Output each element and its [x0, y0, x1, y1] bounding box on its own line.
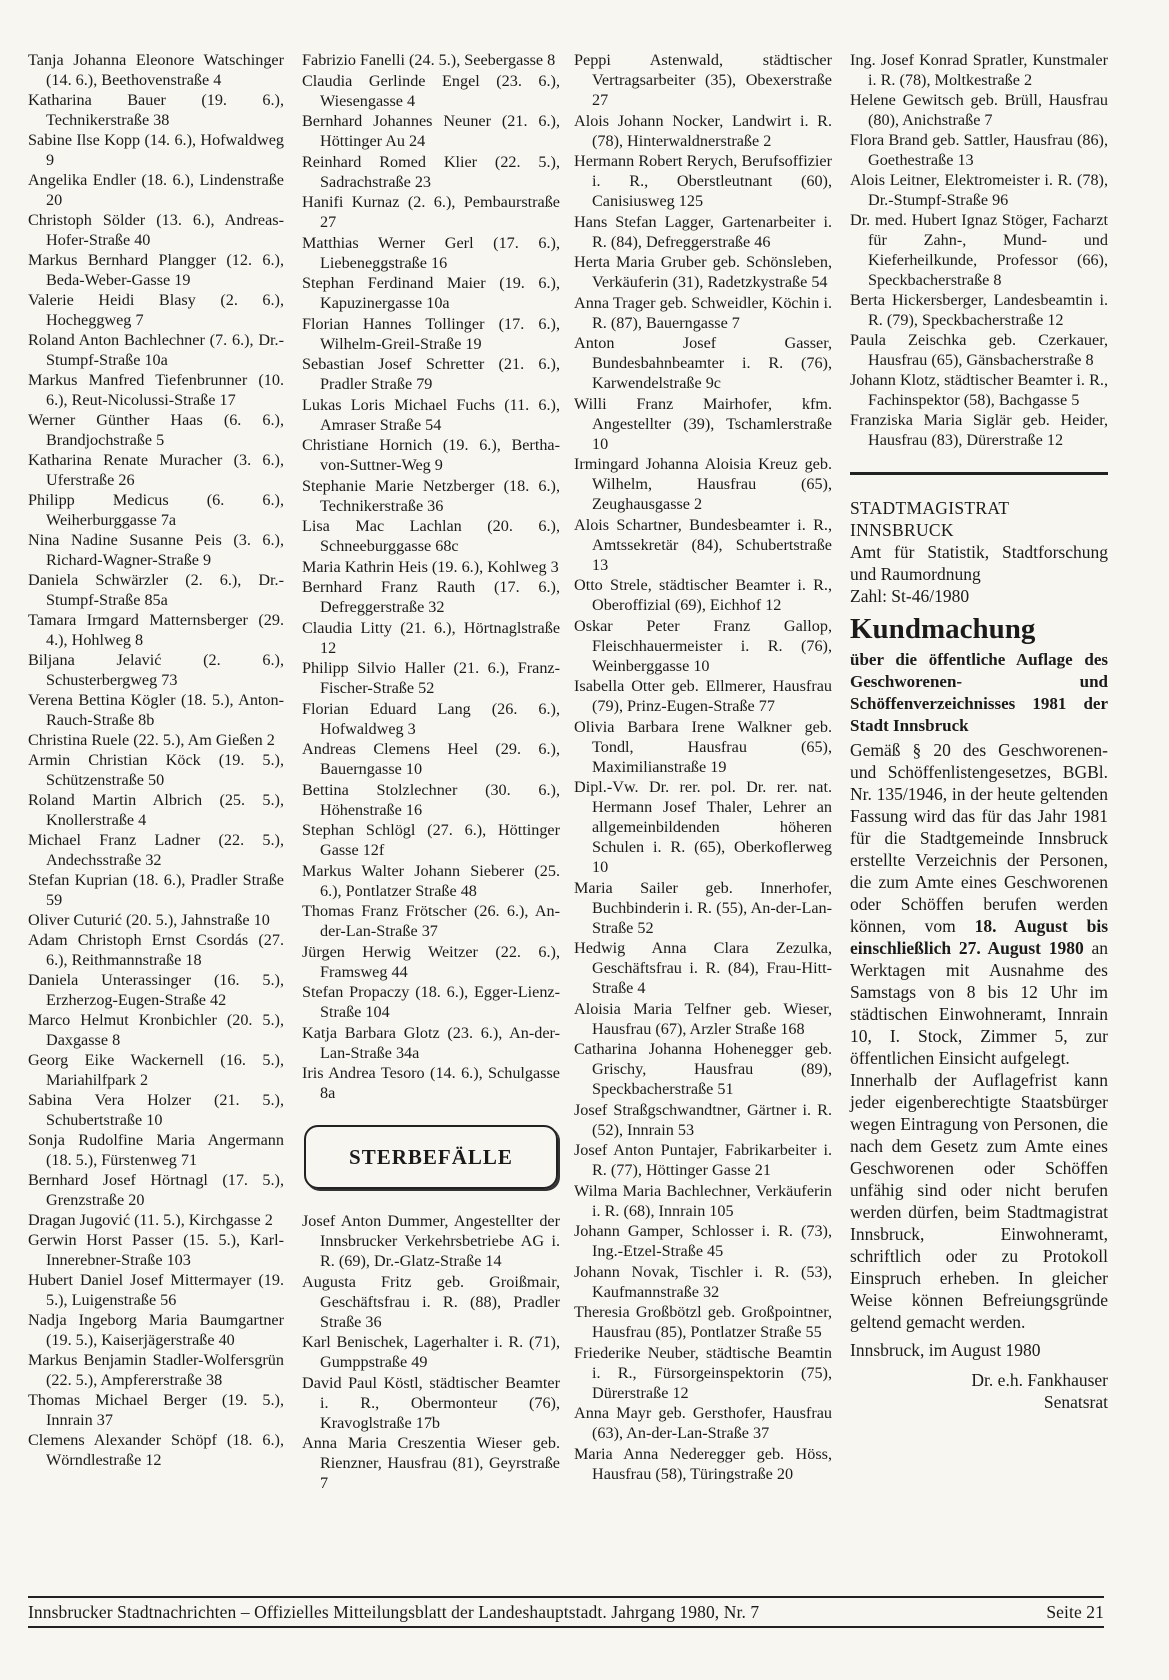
birth-entry: Werner Günther Haas (6. 6.), Brandjochstraße 5	[28, 411, 284, 449]
birth-entry: Lisa Mac Lachlan (20. 6.), Schneeburggasse 68c	[302, 517, 560, 555]
death-entry: Friederike Neuber, städtische Beamtin i. R., Fürsorgeinspektorin (75), Dürerstraße 12	[574, 1343, 832, 1402]
birth-entry: Katharina Bauer (19. 6.), Technikerstraße 38	[28, 91, 284, 129]
birth-entry: Tamara Irmgard Matternsberger (29. 4.), Hohlweg 8	[28, 611, 284, 649]
birth-entry: Christiane Hornich (19. 6.), Bertha-von-Suttner-Weg 9	[302, 436, 560, 474]
birth-entry: Michael Franz Ladner (22. 5.), Andechsstraße 32	[28, 831, 284, 869]
birth-entry: Markus Manfred Tiefenbrunner (10. 6.), Reut-Nicolussi-Straße 17	[28, 371, 284, 409]
death-entry: Berta Hickersberger, Landesbeamtin i. R. (79), Speckbacherstraße 12	[850, 291, 1108, 329]
death-entry: Catharina Johanna Hohenegger geb. Grischy, Hausfrau (89), Speckbacherstraße 51	[574, 1040, 832, 1098]
birth-entry: Tanja Johanna Eleonore Watschinger (14. 6.), Beethovenstraße 4	[28, 51, 284, 89]
birth-entry: Reinhard Romed Klier (22. 5.), Sadrachstraße 23	[302, 152, 560, 191]
birth-entry: Stephan Schlögl (27. 6.), Höttinger Gasse 12f	[302, 821, 560, 859]
department-line-2: INNSBRUCK	[850, 520, 954, 540]
death-entry: Helene Gewitsch geb. Brüll, Hausfrau (80), Anichstraße 7	[850, 91, 1108, 129]
birth-entry: Daniela Unterassinger (16. 5.), Erzherzog-Eugen-Straße 42	[28, 971, 284, 1009]
birth-entry: Bettina Stolzlechner (30. 6.), Höhenstraße 16	[302, 780, 560, 819]
birth-entry: Gerwin Horst Passer (15. 5.), Karl-Innerebner-Straße 103	[28, 1231, 284, 1269]
kundmachung-notice	[850, 497, 1108, 1413]
column-2	[302, 50, 560, 1494]
birth-entry: Philipp Medicus (6. 6.), Weiherburggasse 7a	[28, 491, 284, 529]
birth-entry: Lukas Loris Michael Fuchs (11. 6.), Amraser Straße 54	[302, 395, 560, 434]
death-entry: Maria Sailer geb. Innerhofer, Buchbinderin i. R. (55), An-der-Lan-Straße 52	[574, 878, 832, 937]
notice-date: Innsbruck, im August 1980	[850, 1340, 1041, 1360]
death-entry: Paula Zeischka geb. Czerkauer, Hausfrau (65), Gänsbacherstraße 8	[850, 331, 1108, 369]
birth-entry: Roland Anton Bachlechner (7. 6.), Dr.-Stumpf-Straße 10a	[28, 331, 284, 369]
page-number: Seite 21	[1046, 1601, 1104, 1622]
birth-entry: Bernhard Johannes Neuner (21. 6.), Höttinger Au 24	[302, 112, 560, 150]
death-entry: Oskar Peter Franz Gallop, Fleischhauermeister i. R. (76), Weinberggasse 10	[574, 616, 832, 675]
birth-entry: Bernhard Josef Hörtnagl (17. 5.), Grenzstraße 20	[28, 1171, 284, 1209]
death-entry: Hedwig Anna Clara Zezulka, Geschäftsfrau i. R. (84), Frau-Hitt-Straße 4	[574, 939, 832, 997]
notice-title: Kundmachung	[850, 613, 1036, 645]
birth-entry: Roland Martin Albrich (25. 5.), Knollerstraße 4	[28, 791, 284, 829]
birth-entry: Sonja Rudolfine Maria Angermann (18. 5.), Fürstenweg 71	[28, 1131, 284, 1169]
birth-entry: Hanifi Kurnaz (2. 6.), Pembaurstraße 27	[302, 193, 560, 231]
birth-entry: Clemens Alexander Schöpf (18. 6.), Wörndlestraße 12	[28, 1431, 284, 1469]
birth-entry: Oliver Cuturić (20. 5.), Jahnstraße 10	[28, 911, 270, 929]
birth-entry: Dragan Jugović (11. 5.), Kirchgasse 2	[28, 1211, 273, 1229]
death-entry: Hans Stefan Lagger, Gartenarbeiter i. R. (84), Defreggerstraße 46	[574, 212, 832, 251]
death-entry: Aloisia Maria Telfner geb. Wieser, Hausfrau (67), Arzler Straße 168	[574, 999, 832, 1038]
death-entry: David Paul Köstl, städtischer Beamter i. R., Obermonteur (76), Kravoglstraße 17b	[302, 1373, 560, 1432]
reference-number: Zahl: St-46/1980	[850, 586, 970, 606]
birth-entry: Nadja Ingeborg Maria Baumgartner (19. 5.), Kaiserjägerstraße 40	[28, 1311, 284, 1349]
death-entry: Hermann Robert Rerych, Berufsoffizier i. R., Oberstleutnant (60), Canisiusweg 125	[574, 152, 832, 210]
birth-entry: Stephan Ferdinand Maier (19. 6.), Kapuzinergasse 10a	[302, 274, 560, 312]
birth-entry: Philipp Silvio Haller (21. 6.), Franz-Fischer-Straße 52	[302, 659, 560, 697]
birth-entry: Christoph Sölder (13. 6.), Andreas-Hofer-Straße 40	[28, 211, 284, 249]
birth-entry: Thomas Michael Berger (19. 5.), Innrain 37	[28, 1391, 284, 1429]
birth-entry: Claudia Gerlinde Engel (23. 6.), Wiesengasse 4	[302, 71, 560, 110]
paragraph-1-text-a: Gemäß § 20 des Geschworenen- und Schöffenlistengesetzes, BGBl. Nr. 135/1946, in der heute geltenden Fassung wird das für das Jahr 1981 für die Stadtgemeinde Innsbruck erstellte Verzeichnis der Personen, die zum Amte eines Geschworenen oder Schöffen berufen werden können, vom	[850, 740, 1108, 936]
death-entry: Johann Novak, Tischler i. R. (53), Kaufmannstraße 32	[574, 1262, 832, 1301]
birth-entry: Nina Nadine Susanne Peis (3. 6.), Richard-Wagner-Straße 9	[28, 531, 284, 569]
birth-entry: Katharina Renate Muracher (3. 6.), Uferstraße 26	[28, 451, 284, 489]
birth-entry: Jürgen Herwig Weitzer (22. 6.), Framsweg 44	[302, 942, 560, 981]
death-entry: Isabella Otter geb. Ellmerer, Hausfrau (79), Prinz-Eugen-Straße 77	[574, 677, 832, 715]
death-entry: Augusta Fritz geb. Groißmair, Geschäftsfrau i. R. (88), Pradler Straße 36	[302, 1272, 560, 1331]
birth-entry: Florian Hannes Tollinger (17. 6.), Wilhelm-Greil-Straße 19	[302, 314, 560, 353]
birth-entry: Markus Benjamin Stadler-Wolfersgrün (22. 5.), Ampfererstraße 38	[28, 1351, 284, 1389]
death-entry: Dipl.-Vw. Dr. rer. pol. Dr. rer. nat. Hermann Josef Thaler, Lehrer an allgemeinbildenden höheren Schulen i. R. (65), Oberkoflerweg 10	[574, 778, 832, 876]
death-entry: Flora Brand geb. Sattler, Hausfrau (86), Goethestraße 13	[850, 131, 1108, 169]
birth-entry: Sebastian Josef Schretter (21. 6.), Pradler Straße 79	[302, 355, 560, 393]
notice-subtitle: über die öffentliche Auflage des Geschworenen- und Schöffenverzeichnisses 1981 der Stadt Innsbruck	[850, 650, 1108, 735]
death-entry: Anna Mayr geb. Gersthofer, Hausfrau (63), An-der-Lan-Straße 37	[574, 1404, 832, 1442]
column-4	[850, 50, 1108, 1413]
signer-name: Dr. e.h. Fankhauser	[971, 1370, 1108, 1390]
birth-entry: Matthias Werner Gerl (17. 6.), Liebeneggstraße 16	[302, 233, 560, 272]
birth-entry: Iris Andrea Tesoro (14. 6.), Schulgasse 8a	[302, 1064, 560, 1102]
birth-entry: Stefan Propaczy (18. 6.), Egger-Lienz-Straße 104	[302, 983, 560, 1021]
deaths-list	[302, 1211, 560, 1493]
birth-entry: Christina Ruele (22. 5.), Am Gießen 2	[28, 731, 275, 749]
death-entry: Alois Leitner, Elektromeister i. R. (78), Dr.-Stumpf-Straße 96	[850, 171, 1108, 209]
birth-entry: Armin Christian Köck (19. 5.), Schützenstraße 50	[28, 751, 284, 789]
notice-paragraph-1	[850, 739, 1108, 1069]
birth-entry: Stefan Kuprian (18. 6.), Pradler Straße 59	[28, 871, 284, 909]
birth-entry: Maria Kathrin Heis (19. 6.), Kohlweg 3	[302, 557, 559, 576]
death-entry: Alois Schartner, Bundesbeamter i. R., Amtssekretär (84), Schubertstraße 13	[574, 515, 832, 574]
section-divider	[850, 472, 1108, 475]
death-entry: Karl Benischek, Lagerhalter i. R. (71), Gumppstraße 49	[302, 1333, 560, 1371]
death-entry: Otto Strele, städtischer Beamter i. R., Oberoffizial (69), Eichhof 12	[574, 576, 832, 614]
birth-entry: Thomas Franz Frötscher (26. 6.), An-der-Lan-Straße 37	[302, 902, 560, 940]
death-entry: Willi Franz Mairhofer, kfm. Angestellter (39), Tschamlerstraße 10	[574, 394, 832, 453]
birth-entry: Sabina Vera Holzer (21. 5.), Schubertstraße 10	[28, 1091, 284, 1129]
birth-entry: Florian Eduard Lang (26. 6.), Hofwaldweg 3	[302, 699, 560, 738]
paragraph-1-dates: 18. August bis einschließlich 27. August 1980	[850, 916, 1109, 958]
birth-entry: Marco Helmut Kronbichler (20. 5.), Daxgasse 8	[28, 1011, 284, 1049]
death-entry: Ing. Josef Konrad Spratler, Kunstmaler i. R. (78), Moltkestraße 2	[850, 51, 1108, 89]
death-entry: Josef Anton Dummer, Angestellter der Innsbrucker Verkehrsbetriebe AG i. R. (69), Dr.-Glatz-Straße 14	[302, 1212, 560, 1270]
birth-entry: Stephanie Marie Netzberger (18. 6.), Technikerstraße 36	[302, 476, 560, 515]
page-footer	[28, 1596, 1104, 1628]
notice-paragraph-2: Innerhalb der Auflagefrist kann jeder eigenberechtigte Staatsbürger wegen Eintragung von Personen, die nach dem Gesetz zum Amte eines Geschworenen oder Schöffen unfähig sind oder nicht berufen werden dürfen, beim Stadtmagistrat Innsbruck, Einwohneramt, schriftlich oder zu Protokoll Einspruch erheben. In gleicher Weise können Befreiungsgründe geltend gemacht werden.	[850, 1070, 1108, 1332]
paragraph-1-text-b: an Werktagen mit Ausnahme des Samstags von 8 bis 12 Uhr im städtischen Einwohneramt, Innrain 10, I. Stock, Zimmer 5, zur öffentlichen Einsicht aufgelegt.	[850, 938, 1108, 1068]
birth-entry: Angelika Endler (18. 6.), Lindenstraße 20	[28, 171, 284, 209]
death-entry: Herta Maria Gruber geb. Schönsleben, Verkäuferin (31), Radetzkystraße 54	[574, 253, 832, 291]
publication-title: Innsbrucker Stadtnachrichten – Offizielles Mitteilungsblatt der Landeshauptstadt. Jahrgang 1980, Nr. 7	[28, 1601, 760, 1622]
death-entry: Josef Anton Puntajer, Fabrikarbeiter i. R. (77), Höttinger Gasse 21	[574, 1141, 832, 1179]
birth-entry: Hubert Daniel Josef Mittermayer (19. 5.), Luigenstraße 56	[28, 1271, 284, 1309]
birth-entry: Valerie Heidi Blasy (2. 6.), Hocheggweg 7	[28, 291, 284, 329]
column-3	[574, 50, 832, 1484]
death-entry: Olivia Barbara Irene Walkner geb. Tondl, Hausfrau (65), Maximilianstraße 19	[574, 717, 832, 776]
office-name: Amt für Statistik, Stadtforschung und Raumordnung	[850, 542, 1108, 584]
birth-entry: Biljana Jelavić (2. 6.), Schusterbergweg 73	[28, 651, 284, 689]
birth-entry: Markus Bernhard Plangger (12. 6.), Beda-Weber-Gasse 19	[28, 251, 284, 289]
deaths-list-continued	[850, 50, 1108, 450]
signer-title: Senatsrat	[1043, 1392, 1108, 1412]
death-entry: Maria Anna Nederegger geb. Höss, Hausfrau (58), Türingstraße 20	[574, 1444, 832, 1483]
birth-entry: Bernhard Franz Rauth (17. 6.), Defreggerstraße 32	[302, 578, 560, 616]
birth-entry: Markus Walter Johann Sieberer (25. 6.), Pontlatzer Straße 48	[302, 861, 560, 900]
death-entry: Anna Maria Creszentia Wieser geb. Rienzner, Hausfrau (81), Geyrstraße 7	[302, 1434, 560, 1492]
birth-entry: Katja Barbara Glotz (23. 6.), An-der-Lan-Straße 34a	[302, 1023, 560, 1062]
birth-entry: Verena Bettina Kögler (18. 5.), Anton-Rauch-Straße 8b	[28, 691, 284, 729]
birth-entry: Georg Eike Wackernell (16. 5.), Mariahilfpark 2	[28, 1051, 284, 1089]
sterbefaelle-heading: STERBEFÄLLE	[304, 1125, 558, 1189]
death-entry: Anton Josef Gasser, Bundesbahnbeamter i. R. (76), Karwendelstraße 9c	[574, 334, 832, 392]
death-entry: Johann Klotz, städtischer Beamter i. R., Fachinspektor (58), Bachgasse 5	[850, 371, 1108, 409]
death-entry: Franziska Maria Siglär geb. Heider, Hausfrau (83), Dürerstraße 12	[850, 411, 1108, 449]
death-entry: Alois Johann Nocker, Landwirt i. R. (78), Hinterwaldnerstraße 2	[574, 111, 832, 150]
birth-entry: Daniela Schwärzler (2. 6.), Dr.-Stumpf-Straße 85a	[28, 571, 284, 609]
birth-entry: Sabine Ilse Kopp (14. 6.), Hofwaldweg 9	[28, 131, 284, 169]
death-entry: Josef Straßgschwandtner, Gärtner i. R. (52), Innrain 53	[574, 1100, 832, 1139]
birth-entry: Fabrizio Fanelli (24. 5.), Seebergasse 8	[302, 51, 556, 69]
death-entry: Anna Trager geb. Schweidler, Köchin i. R. (87), Bauerngasse 7	[574, 293, 832, 332]
death-entry: Wilma Maria Bachlechner, Verkäuferin i. R. (68), Innrain 105	[574, 1181, 832, 1220]
death-entry: Peppi Astenwald, städtischer Vertragsarbeiter (35), Obexerstraße 27	[574, 51, 832, 109]
birth-entry: Andreas Clemens Heel (29. 6.), Bauerngasse 10	[302, 740, 560, 778]
birth-entry: Claudia Litty (21. 6.), Hörtnaglstraße 12	[302, 618, 560, 657]
column-1	[28, 50, 284, 1470]
births-list-continued	[302, 50, 560, 1103]
department-line-1: STADTMAGISTRAT	[850, 498, 1010, 518]
death-entry: Irmingard Johanna Aloisia Kreuz geb. Wilhelm, Hausfrau (65), Zeughausgasse 2	[574, 455, 832, 513]
death-entry: Dr. med. Hubert Ignaz Stöger, Facharzt für Zahn-, Mund- und Kieferheilkunde, Professor (66), Speckbacherstraße 8	[850, 211, 1108, 289]
death-entry: Johann Gamper, Schlosser i. R. (73), Ing.-Etzel-Straße 45	[574, 1222, 832, 1260]
birth-entry: Adam Christoph Ernst Csordás (27. 6.), Reithmannstraße 18	[28, 931, 284, 969]
death-entry: Theresia Großbötzl geb. Großpointner, Hausfrau (85), Pontlatzer Straße 55	[574, 1303, 832, 1341]
